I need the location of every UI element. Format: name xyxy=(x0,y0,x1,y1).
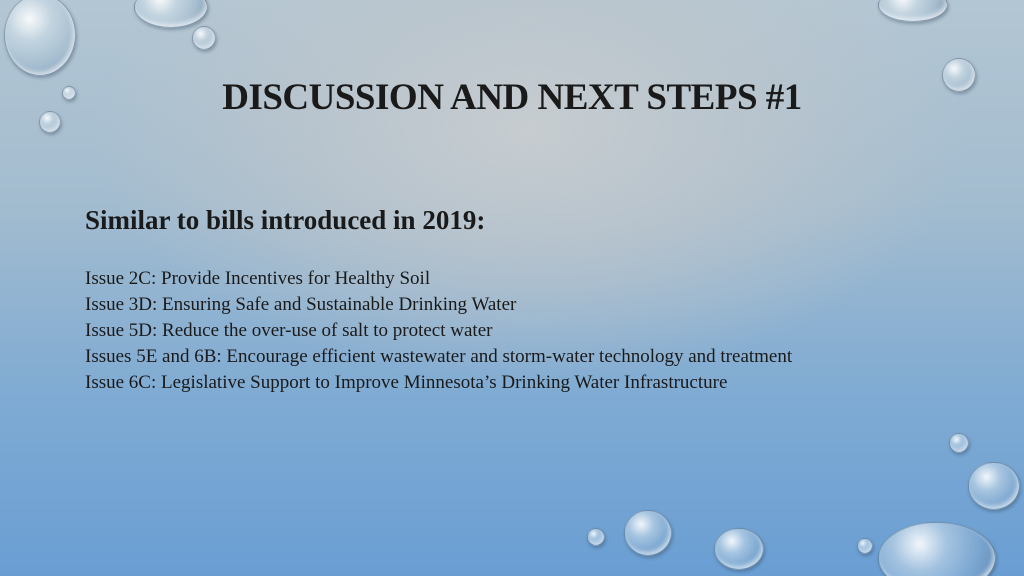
slide-title: DISCUSSION AND NEXT STEPS #1 xyxy=(222,77,802,118)
water-droplet-decoration xyxy=(878,0,948,22)
water-droplet-decoration xyxy=(624,510,672,556)
water-droplet-decoration xyxy=(192,26,216,50)
water-droplet-decoration xyxy=(949,433,969,453)
issue-item: Issue 5D: Reduce the over-use of salt to protect water xyxy=(85,320,493,341)
water-droplet-decoration xyxy=(4,0,76,76)
issue-item: Issue 3D: Ensuring Safe and Sustainable Drinking Water xyxy=(85,294,517,315)
issue-item: Issues 5E and 6B: Encourage efficient wastewater and storm-water technology and treatment xyxy=(85,346,793,367)
issue-list xyxy=(85,266,792,396)
water-droplet-decoration xyxy=(968,462,1020,510)
slide-subtitle: Similar to bills introduced in 2019: xyxy=(85,205,486,235)
water-droplet-decoration xyxy=(878,522,996,576)
issue-item: Issue 6C: Legislative Support to Improve Minnesota’s Drinking Water Infrastructure xyxy=(85,372,728,393)
water-droplet-decoration xyxy=(714,528,764,570)
water-droplet-decoration xyxy=(587,528,605,546)
water-droplet-decoration xyxy=(857,538,873,554)
water-droplet-decoration xyxy=(134,0,208,28)
issue-item: Issue 2C: Provide Incentives for Healthy Soil xyxy=(85,268,431,289)
